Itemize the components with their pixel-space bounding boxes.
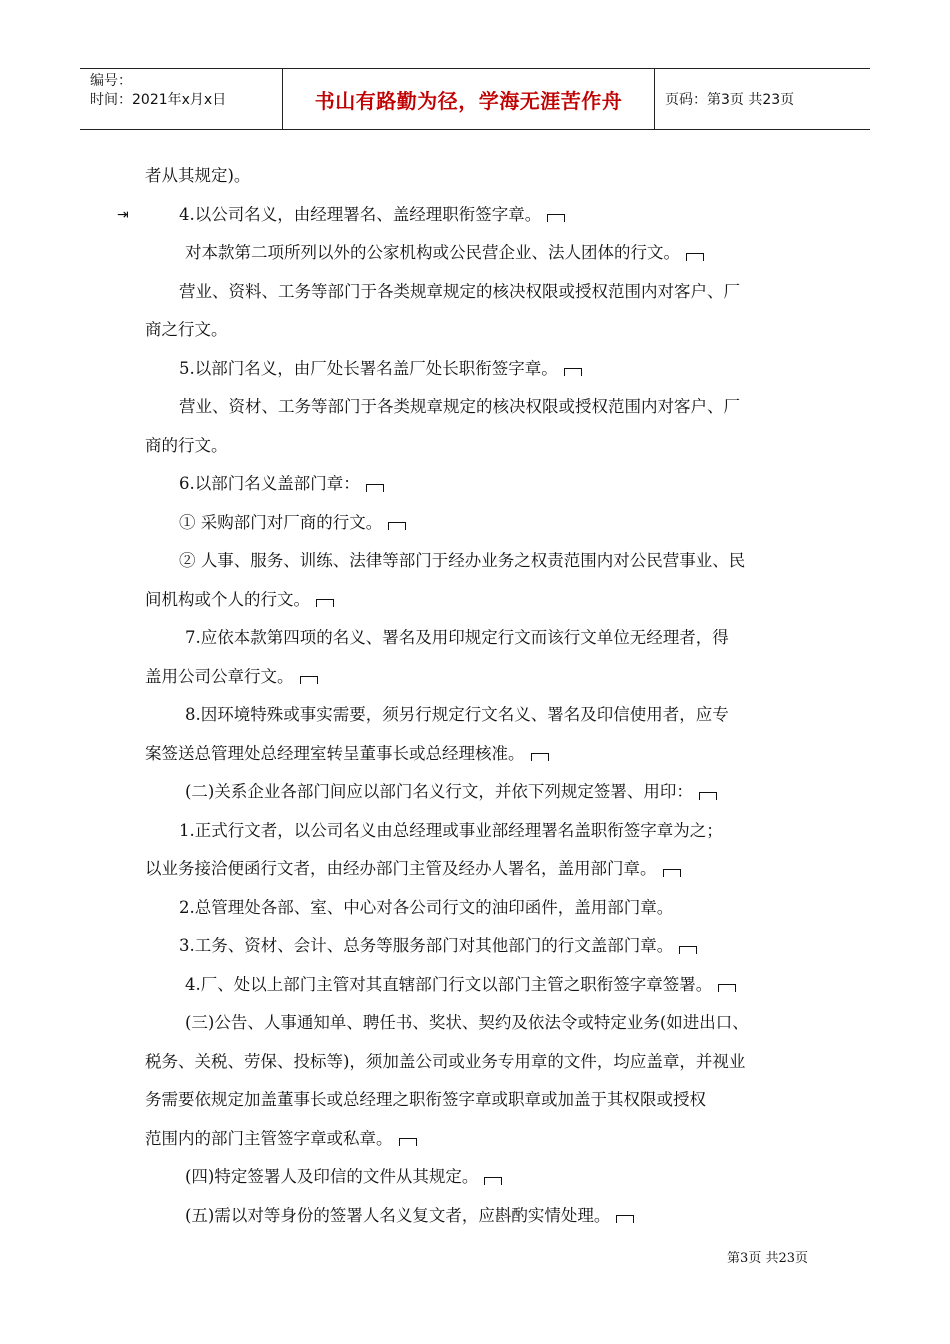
text-line: 务需要依规定加盖董事长或总经理之职衔签字章或职章或加盖于其权限或授权 [145,1090,706,1109]
text-line: 营业、资材、工务等部门于各类规章规定的核决权限或授权范围内对客户、厂 [179,397,740,416]
text-line: (二)关系企业各部门间应以部门名义行文，并依下列规定签署、用印： [145,773,810,812]
paragraph-mark-icon [679,946,697,954]
text-line: 税务、关税、劳保、投标等)，须加盖公司或业务专用章的文件，均应盖章，并视业 [145,1051,746,1071]
text-line: 2.总管理处各部、室、中心对各公司行文的油印函件，盖用部门章。 [179,897,674,917]
page-footer: 第3页 共23页 [727,1251,808,1266]
text-line: 间机构或个人的行文。 [145,581,810,620]
header-page-info: 页码：第3页 共23页 [665,92,795,108]
text-line: 5.以部门名义，由厂处长署名盖厂处长职衔签字章。 [145,350,810,389]
text-line: 3.工务、资材、会计、总务等服务部门对其他部门的行文盖部门章。 [145,927,810,966]
text-line: 案签送总管理处总经理室转呈董事长或总经理核准。 [145,735,810,774]
text-line: 商之行文。 [145,320,228,339]
text-line: 6.以部门名义盖部门章： [145,465,810,504]
text-line: 1.正式行文者，以公司名义由总经理或事业部经理署名盖职衔签字章为之； [179,820,723,840]
tab-mark-icon: ⇥ [117,206,129,223]
text-line: 以业务接洽便函行文者，由经办部门主管及经办人署名，盖用部门章。 [145,850,810,889]
text-line: ② 人事、服务、训练、法律等部门于经办业务之权责范围内对公民营事业、民 [179,551,746,570]
paragraph-mark-icon [484,1177,502,1185]
text-line: 者从其规定)。 [145,166,251,185]
paragraph-mark-icon [699,792,717,800]
text-line: 对本款第二项所列以外的公家机构或公民营企业、法人团体的行文。 [145,234,810,273]
document-time-label: 时间：2021年x月x日 [90,92,227,108]
paragraph-mark-icon [300,676,318,684]
header-motto: 书山有路勤为径，学海无涯苦作舟 [283,69,655,129]
paragraph-mark-icon [564,368,582,376]
text-line: (三)公告、人事通知单、聘任书、奖状、契约及依法令或特定业务(如进出口、 [185,1013,749,1032]
text-line: 营业、资料、工务等部门于各类规章规定的核决权限或授权范围内对客户、厂 [179,281,740,301]
paragraph-mark-icon [547,214,565,222]
paragraph-mark-icon [663,869,681,877]
text-line: ① 采购部门对厂商的行文。 [145,504,810,543]
paragraph-mark-icon [316,599,334,607]
paragraph-mark-icon [399,1138,417,1146]
text-line: 7.应依本款第四项的名义、署名及用印规定行文而该行文单位无经理者，得 [185,628,729,647]
paragraph-mark-icon [718,984,736,992]
text-line: 盖用公司公章行文。 [145,658,810,697]
paragraph-mark-icon [686,253,704,261]
paragraph-mark-icon [366,484,384,492]
header-meta [80,69,283,129]
text-line: 8.因环境特殊或事实需要，须另行规定行文名义、署名及印信使用者，应专 [185,705,729,724]
document-body [117,157,810,1235]
text-line: 范围内的部门主管签字章或私章。 [145,1120,810,1159]
text-line: 4.厂、处以上部门主管对其直辖部门行文以部门主管之职衔签字章签署。 [145,966,810,1005]
text-line: ⇥ 4.以公司名义，由经理署名、盖经理职衔签字章。 [145,196,810,235]
paragraph-mark-icon [531,753,549,761]
paragraph-mark-icon [388,522,406,530]
page-header [80,68,870,130]
paragraph-mark-icon [616,1215,634,1223]
text-line: (四)特定签署人及印信的文件从其规定。 [145,1158,810,1197]
text-line: (五)需以对等身份的签署人名义复文者，应斟酌实情处理。 [145,1197,810,1236]
text-line: 商的行文。 [145,435,228,455]
document-number-label: 编号： [90,73,132,89]
